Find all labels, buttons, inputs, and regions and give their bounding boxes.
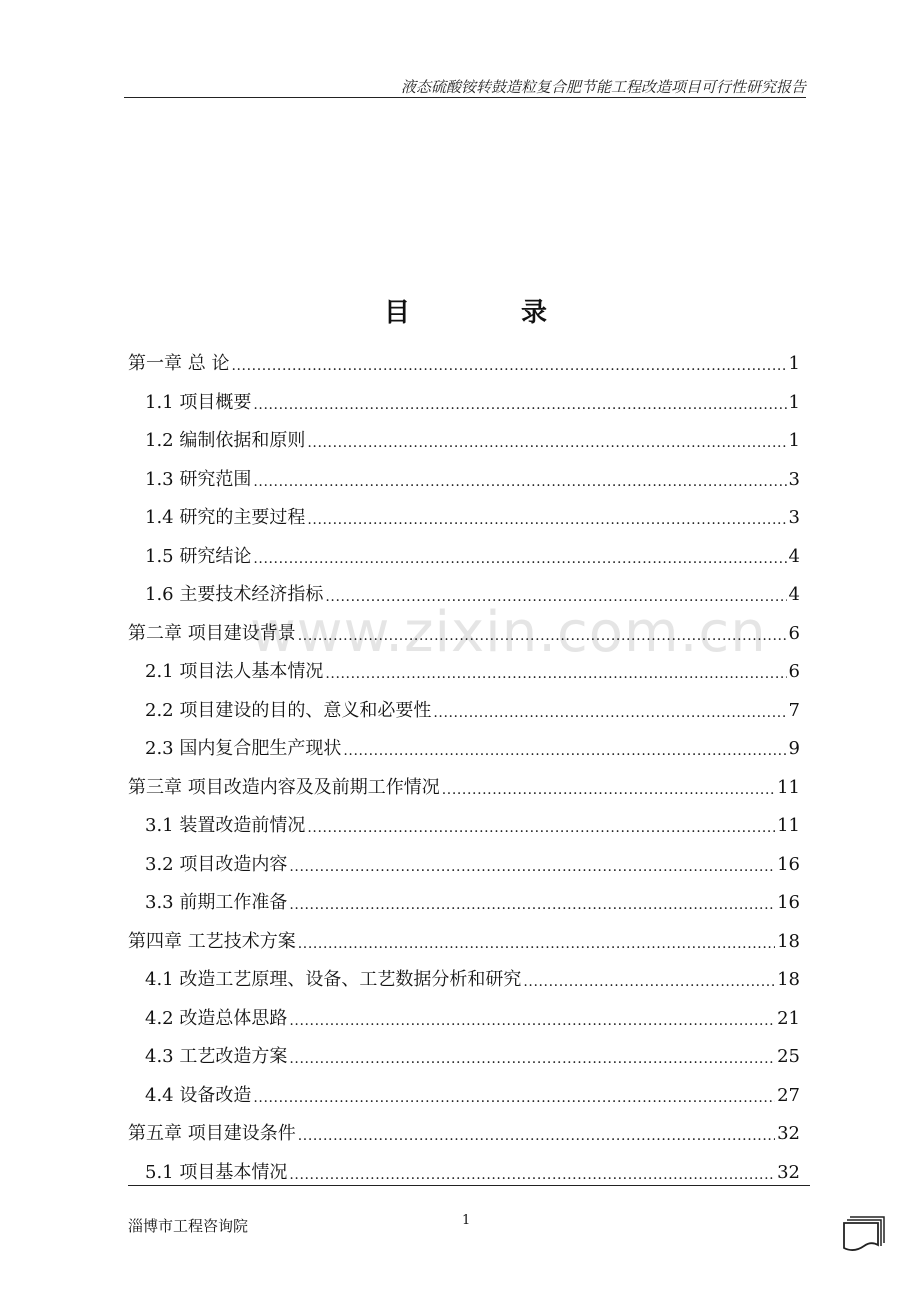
toc-dot-leader	[289, 896, 775, 914]
watermark: www.zixin.com.cn	[250, 600, 767, 665]
toc-entry-label: 1.1 项目概要	[145, 391, 252, 413]
toc-section-row[interactable]	[145, 799, 800, 837]
toc-entry-page: 21	[777, 1007, 800, 1029]
toc-entry-page: 3	[788, 507, 800, 528]
toc-entry-page: 1	[788, 391, 800, 413]
toc-dot-leader	[325, 665, 786, 683]
toc-entry-page: 7	[788, 699, 800, 721]
toc-entry-label: 2.1 项目法人基本情况	[145, 661, 324, 682]
toc-entry-page: 11	[777, 815, 800, 836]
toc-entry-label: 1.4 研究的主要过程	[145, 507, 306, 528]
toc-entry-label: 第三章 项目改造内容及及前期工作情况	[128, 776, 440, 798]
toc-dot-leader	[307, 819, 775, 837]
toc-entry-label: 第一章 总 论	[128, 353, 230, 374]
toc-section-row[interactable]	[145, 953, 800, 991]
toc-entry-page: 32	[777, 1123, 800, 1144]
toc-entry-page: 18	[777, 930, 800, 952]
toc-entry-page: 16	[777, 892, 800, 913]
toc-entry-label: 5.1 项目基本情况	[145, 1161, 288, 1183]
toc-dot-leader	[231, 357, 786, 375]
toc-entry-page: 16	[777, 853, 800, 875]
toc-chapter-row[interactable]	[128, 1107, 800, 1145]
footer-rule	[128, 1185, 810, 1186]
toc-section-row[interactable]	[145, 530, 800, 568]
toc-entry-page: 1	[788, 430, 800, 451]
toc-dot-leader	[307, 434, 786, 452]
toc-chapter-row[interactable]	[128, 337, 800, 375]
toc-entry-page: 6	[788, 622, 800, 644]
toc-dot-leader	[289, 1050, 775, 1068]
toc-dot-leader	[253, 550, 786, 568]
toc-section-row[interactable]	[145, 414, 800, 452]
toc-title-char-2: 录	[521, 298, 548, 328]
toc-entry-page: 25	[777, 1046, 800, 1067]
toc-entry-label: 2.2 项目建设的目的、意义和必要性	[145, 699, 432, 721]
toc-section-row[interactable]	[145, 1030, 800, 1068]
toc-entry-label: 1.5 研究结论	[145, 545, 252, 567]
toc-section-row[interactable]	[145, 1146, 800, 1184]
toc-section-row[interactable]	[145, 684, 800, 722]
toc-section-row[interactable]	[145, 1069, 800, 1107]
toc-entry-page: 27	[777, 1084, 800, 1106]
toc-chapter-row[interactable]	[128, 761, 800, 799]
running-header: 液态硫酸铵转鼓造粒复合肥节能工程改造项目可行性研究报告	[400, 78, 806, 96]
toc-section-row[interactable]	[145, 722, 800, 760]
toc-section-row[interactable]	[145, 491, 800, 529]
toc-dot-leader	[442, 781, 775, 799]
toc-dot-leader	[253, 396, 786, 414]
toc-dot-leader	[253, 473, 786, 491]
toc-entry-label: 3.1 装置改造前情况	[145, 815, 306, 836]
toc-dot-leader	[325, 588, 786, 606]
toc-dot-leader	[433, 704, 786, 722]
toc-dot-leader	[289, 858, 775, 876]
toc-entry-label: 4.2 改造总体思路	[145, 1007, 288, 1029]
toc-entry-page: 18	[777, 969, 800, 990]
toc-section-row[interactable]	[145, 876, 800, 914]
toc-entry-label: 2.3 国内复合肥生产现状	[145, 738, 342, 759]
header-rule	[124, 97, 806, 98]
toc-entry-page: 3	[788, 468, 800, 490]
toc-entry-label: 4.3 工艺改造方案	[145, 1046, 288, 1067]
toc-dot-leader	[289, 1012, 775, 1030]
footer-organization: 淄博市工程咨询院	[128, 1217, 249, 1235]
toc-dot-leader	[307, 511, 786, 529]
toc-entry-page: 6	[788, 661, 800, 682]
toc-entry-page: 4	[788, 584, 800, 605]
toc-entry-label: 4.1 改造工艺原理、设备、工艺数据分析和研究	[145, 969, 522, 990]
toc-entry-label: 1.2 编制依据和原则	[145, 430, 306, 451]
toc-dot-leader	[298, 1127, 775, 1145]
toc-entry-page: 32	[777, 1161, 800, 1183]
toc-chapter-row[interactable]	[128, 607, 800, 645]
toc-entry-label: 1.6 主要技术经济指标	[145, 584, 324, 605]
toc-entry-label: 第五章 项目建设条件	[128, 1123, 296, 1144]
toc-dot-leader	[343, 742, 786, 760]
toc-entry-page: 1	[788, 353, 800, 374]
toc-entry-page: 9	[788, 738, 800, 759]
toc-section-row[interactable]	[145, 376, 800, 414]
footer-page-number: 1	[462, 1213, 471, 1228]
toc-dot-leader	[298, 935, 775, 953]
toc-entry-label: 3.2 项目改造内容	[145, 853, 288, 875]
toc-section-row[interactable]	[145, 645, 800, 683]
toc-entry-page: 4	[788, 545, 800, 567]
toc-dot-leader	[298, 627, 787, 645]
toc-section-row[interactable]	[145, 453, 800, 491]
toc-section-row[interactable]	[145, 568, 800, 606]
document-stack-icon[interactable]	[842, 1213, 888, 1253]
toc-section-row[interactable]	[145, 992, 800, 1030]
toc-entry-label: 1.3 研究范围	[145, 468, 252, 490]
toc-dot-leader	[253, 1089, 775, 1107]
toc-chapter-row[interactable]	[128, 915, 800, 953]
toc-dot-leader	[289, 1166, 775, 1184]
toc-entry-page: 11	[777, 776, 800, 798]
toc-section-row[interactable]	[145, 838, 800, 876]
toc-title-char-1: 目	[384, 298, 411, 328]
toc-dot-leader	[523, 973, 775, 991]
toc-entry-label: 第四章 工艺技术方案	[128, 930, 296, 952]
toc-entry-label: 第二章 项目建设背景	[128, 622, 296, 644]
toc-entry-label: 3.3 前期工作准备	[145, 892, 288, 913]
toc-entry-label: 4.4 设备改造	[145, 1084, 252, 1106]
toc-title	[0, 292, 920, 326]
